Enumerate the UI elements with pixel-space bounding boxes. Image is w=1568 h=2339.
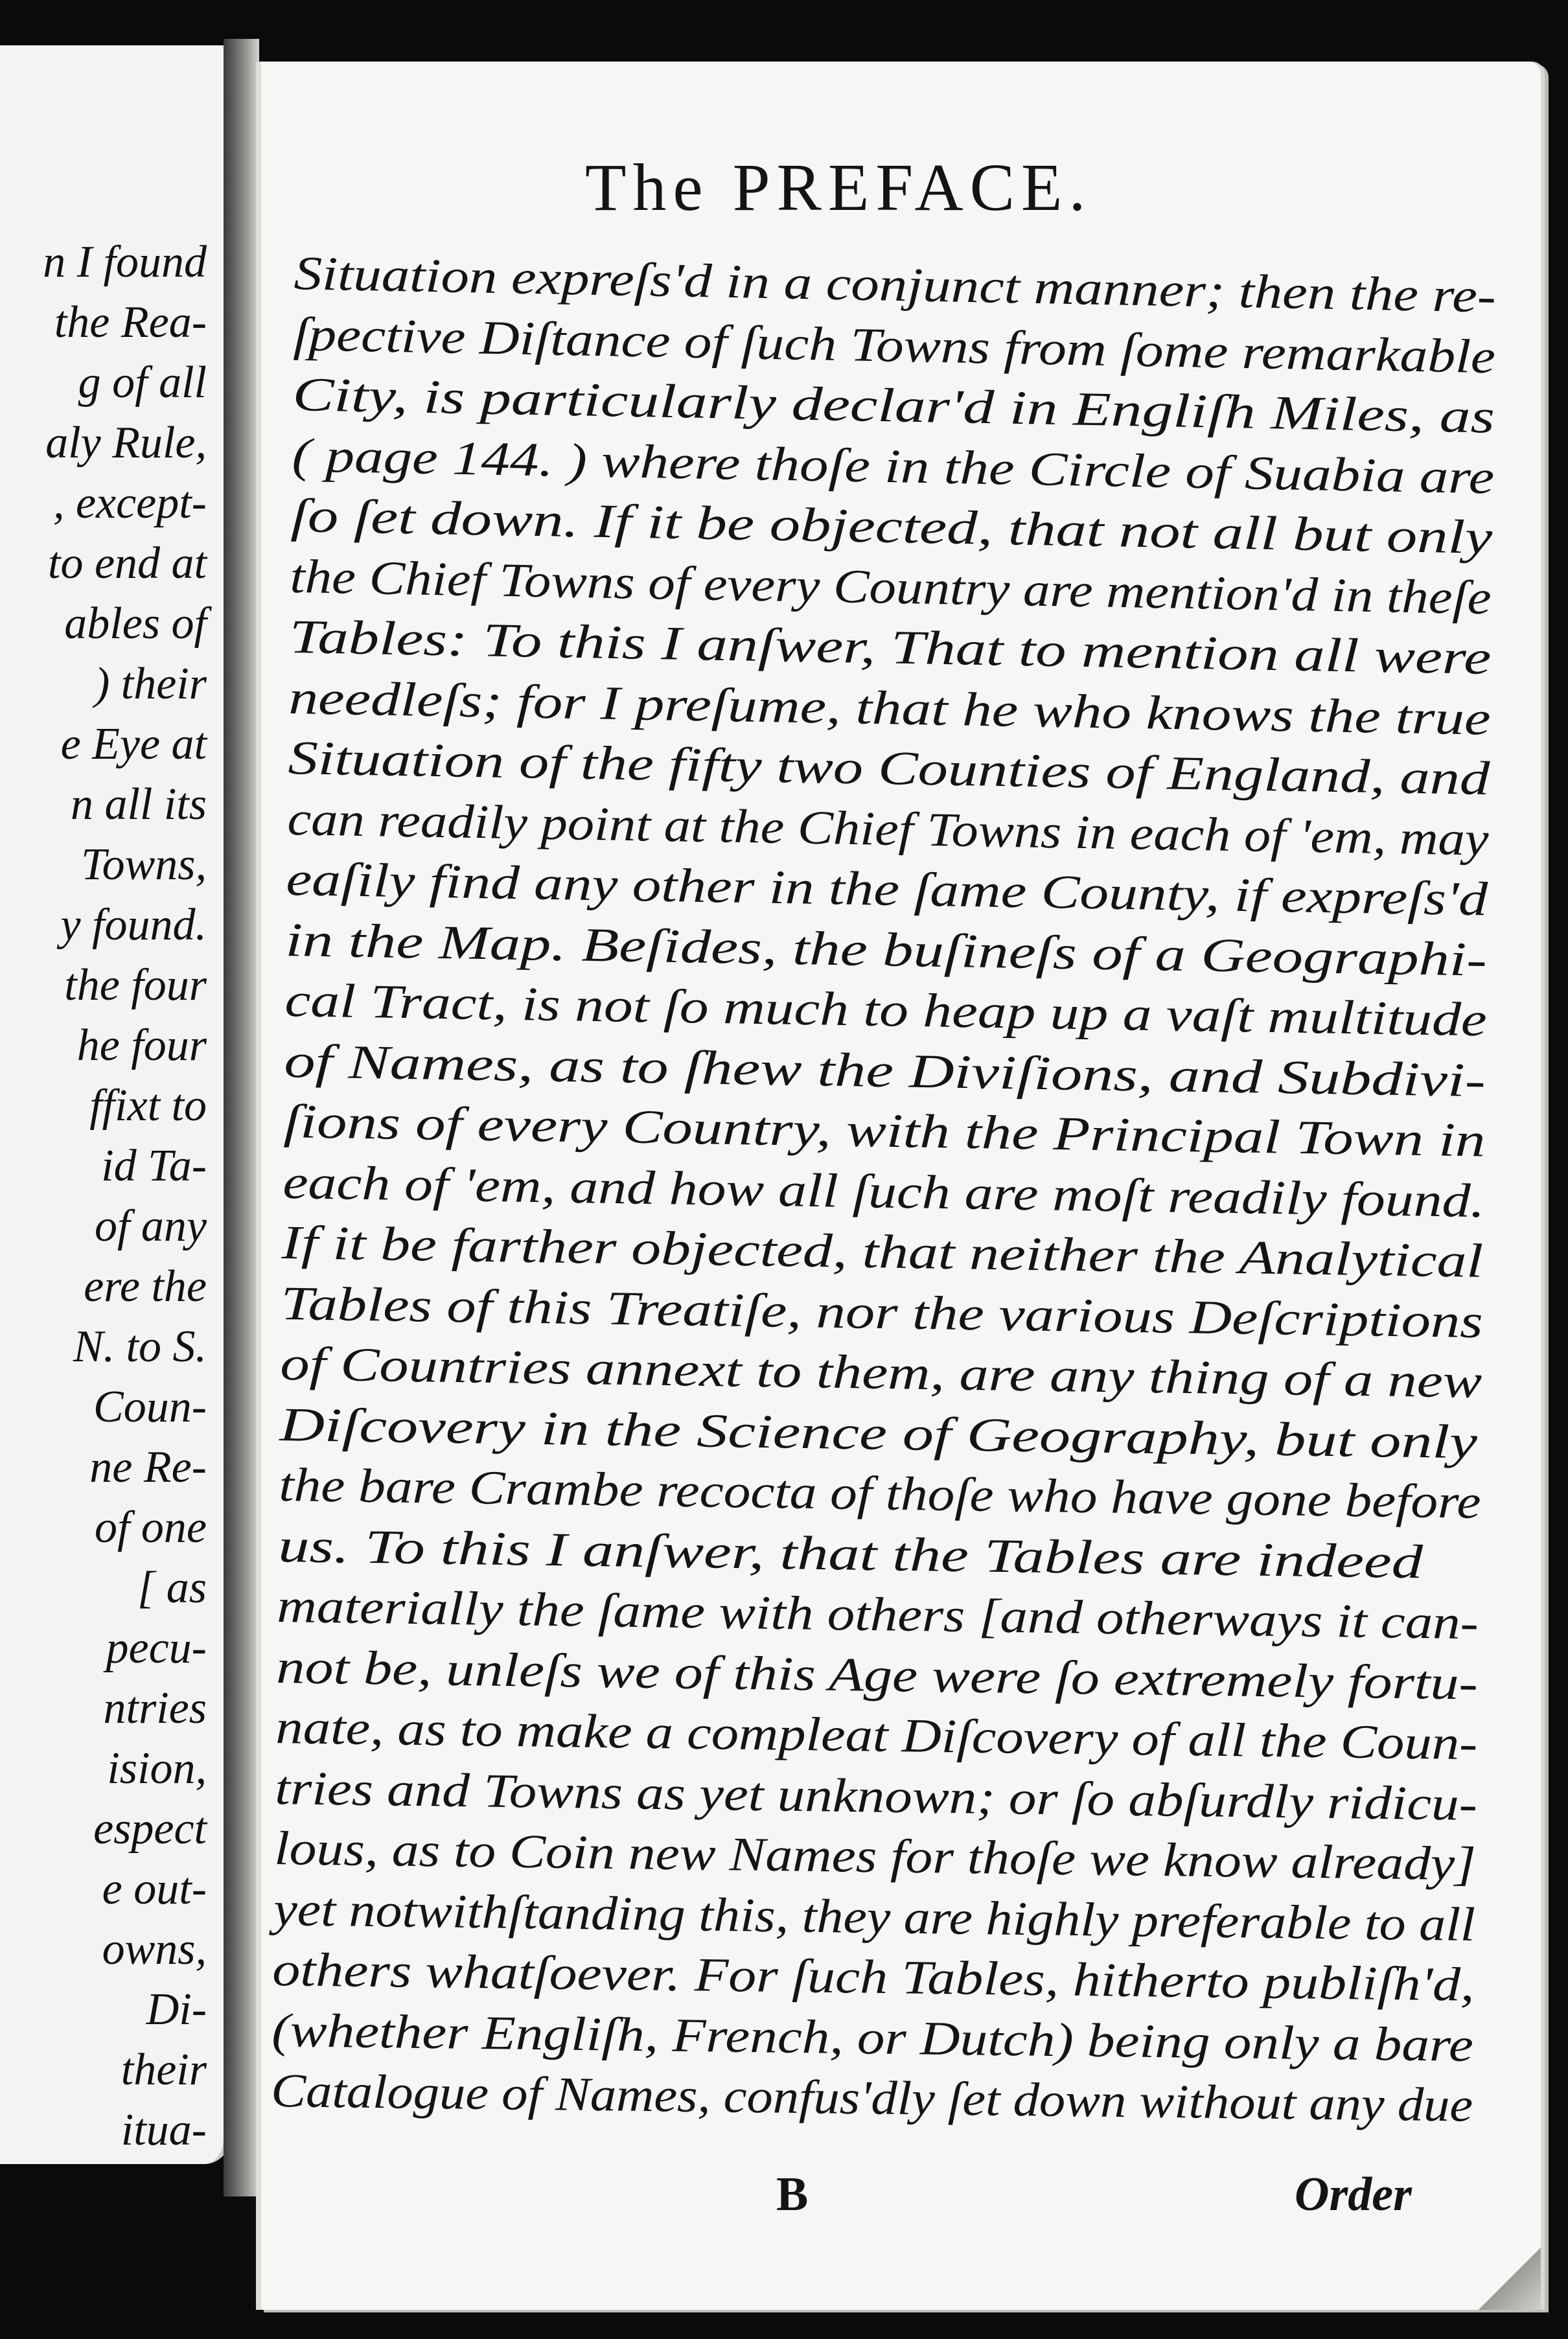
- left-page-line: e Eye at: [60, 719, 207, 769]
- left-page-line: espect: [93, 1804, 207, 1854]
- left-page-line: Di-: [146, 1985, 207, 2034]
- left-page-line: ere the: [84, 1262, 207, 1311]
- left-page-line: ision,: [107, 1744, 207, 1793]
- text-line: others whatſoever. For ſuch Tables, hitherto publiſh'd,: [272, 1943, 1475, 2012]
- text-line: of Names, as to ſhew the Diviſions, and Subdivi-: [283, 1034, 1486, 1107]
- text-line: nate, as to make a compleat Diſcovery of all the Coun-: [275, 1701, 1478, 1771]
- text-line: Diſcovery in the Science of Geography, but only: [279, 1398, 1478, 1469]
- text-line: ſions of every Country, with the Principal Town in: [282, 1095, 1486, 1168]
- left-page-line: ntries: [103, 1683, 207, 1733]
- text-line: the Chief Towns of every Country are mention'd in theſe: [290, 549, 1492, 625]
- left-page-line: ) their: [94, 659, 207, 709]
- left-page-line: e out-: [102, 1864, 207, 1914]
- text-line: If it be farther objected, that neither the Analytical: [281, 1216, 1484, 1288]
- left-page-line: ffixt to: [89, 1081, 207, 1131]
- left-page-line: id Ta-: [101, 1141, 207, 1191]
- catchword: Order: [1295, 2168, 1412, 2221]
- left-page-line: Coun-: [93, 1382, 207, 1432]
- text-line: cal Tract, is not ſo much to heap up a vaſt multitude: [284, 974, 1488, 1047]
- text-line: not be, unleſs we of this Age were ſo extremely fortu-: [276, 1640, 1479, 1711]
- text-line: Situation of the fifty two Counties of England, and: [287, 732, 1490, 806]
- text-line: can readily point at the Chief Towns in each of 'em, may: [286, 792, 1489, 866]
- left-page-line: the Rea-: [54, 297, 207, 347]
- left-page-line: the four: [64, 960, 207, 1010]
- page-corner-fold: [1463, 2232, 1541, 2310]
- text-line: needleſs; for I preſume, that he who knows the true: [288, 671, 1492, 746]
- left-page-line: he four: [76, 1020, 207, 1070]
- text-line: ſpective Diſtance of ſuch Towns from ſome remarkable: [292, 307, 1496, 384]
- left-page-line: [ as: [137, 1563, 207, 1613]
- text-line: ſo ſet down. If it be objected, that not all but only: [290, 489, 1493, 564]
- left-page-line: N. to S.: [73, 1322, 207, 1372]
- left-page-line: ne Re-: [89, 1442, 207, 1492]
- left-page-line: aly Rule,: [45, 418, 207, 468]
- right-page: [256, 62, 1541, 2310]
- left-page-line: their: [121, 2045, 207, 2095]
- left-page-line: to end at: [48, 538, 207, 588]
- page-header: The PREFACE.: [585, 150, 1092, 225]
- text-line: of Countries annext to them, are any thing of a new: [279, 1337, 1482, 1409]
- text-line: the bare Crambe recocta of thoſe who have gone before: [278, 1458, 1481, 1529]
- text-line: eaſily find any other in the ſame County, if expreſs'd: [286, 853, 1488, 927]
- text-line: Situation expreſs'd in a conjunct manner; then the re-: [293, 247, 1497, 323]
- left-page-line: owns,: [102, 1924, 207, 1974]
- text-line: (whether Engliſh, French, or Dutch) being only a bare: [271, 2003, 1474, 2072]
- text-line: materially the ſame with others [and otherways it can-: [277, 1580, 1479, 1650]
- signature-mark: B: [776, 2168, 809, 2221]
- left-page-line: n all its: [70, 779, 207, 829]
- text-line: yet notwithſtanding this, they are highly preferable to all: [273, 1882, 1475, 1952]
- left-page-line: n I found: [43, 237, 207, 287]
- left-page-line: itua-: [121, 2105, 207, 2155]
- text-line: Tables of this Treatiſe, nor the various Deſcriptions: [281, 1276, 1484, 1348]
- left-page-fragment: [0, 45, 230, 2164]
- left-page-line: ables of: [64, 599, 207, 649]
- text-line: each of 'em, and how all ſuch are moſt readily found.: [282, 1155, 1485, 1228]
- left-page-line: , except-: [52, 478, 207, 528]
- left-page-line: g of all: [78, 358, 207, 408]
- left-page-line: Towns,: [81, 840, 207, 890]
- text-line: lous, as to Coin new Names for thoſe we know already]: [273, 1822, 1476, 1891]
- text-line: tries and Towns as yet unknown; or ſo abſurdly ridicu-: [274, 1761, 1478, 1831]
- text-line: City, is particularly declar'd in Engliſh Miles, as: [292, 368, 1495, 444]
- left-page-line: of any: [94, 1201, 207, 1251]
- left-page-line: pecu-: [106, 1623, 207, 1673]
- left-page-line: of one: [94, 1503, 207, 1552]
- left-page-line: y found.: [60, 900, 207, 950]
- book-gutter: [224, 39, 259, 2196]
- text-line: Tables: To this I anſwer, That to mention all were: [288, 610, 1492, 686]
- text-line: us. To this I anſwer, that the Tables are indeed: [277, 1519, 1423, 1589]
- text-line: Catalogue of Names, confus'dly ſet down without any due: [270, 2064, 1473, 2132]
- text-line: ( page 144. ) where thoſe in the Circle of Suabia are: [291, 428, 1495, 504]
- text-line: in the Map. Beſides, the buſineſs of a Geographi-: [285, 913, 1488, 987]
